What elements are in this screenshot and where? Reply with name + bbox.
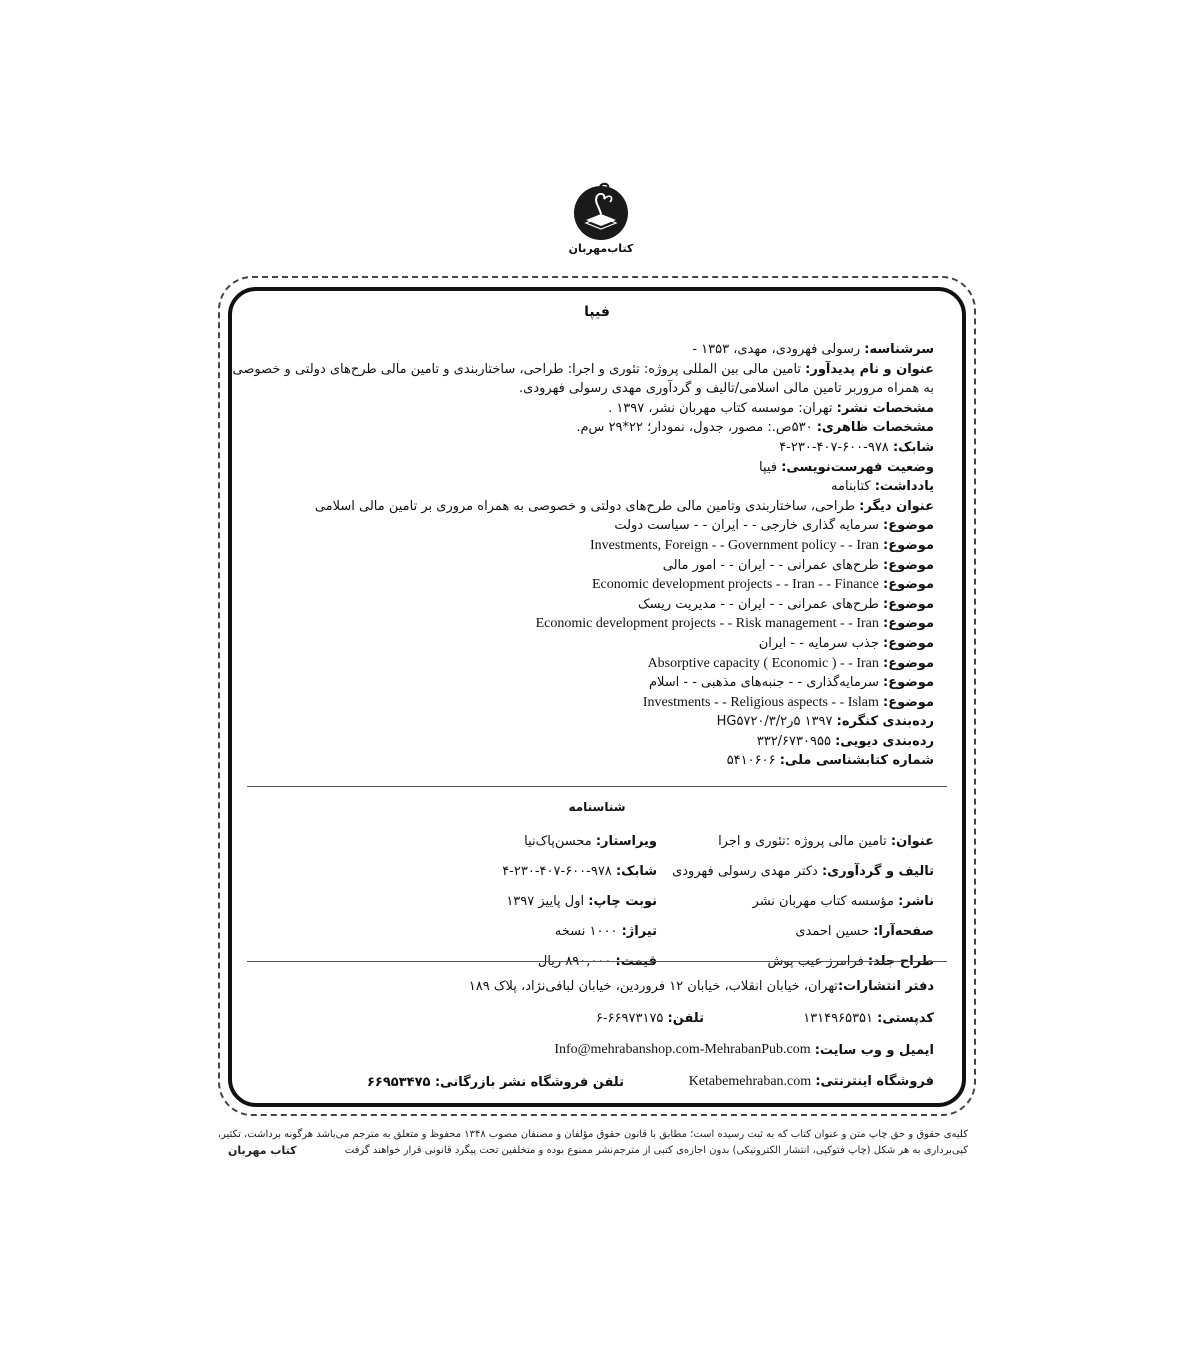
fipa-value: ۵۳۰ص.: مصور، جدول، نمودار؛ ۲۲*۲۹ س‌م. (576, 420, 817, 436)
fipa-label: موضوع: (883, 537, 934, 553)
identity-label: تالیف و گردآوری: (821, 863, 934, 879)
store-phone: تلفن فروشگاه نشر بازرگانی: ۶۶۹۵۳۴۷۵ (366, 1074, 624, 1090)
fipa-value: ۳۳۲/۶۷۳۰۹۵۵ (756, 733, 836, 749)
identity-value: ۸۹۰,۰۰۰ ریال (537, 953, 616, 969)
fipa-value: Investments, Foreign - - Government policy - - Iran (589, 537, 879, 553)
fipa-value: سرمایه‌گذاری - - جنبه‌های مذهبی - - اسلام (648, 675, 883, 691)
fipa-value: طراحی، ساختاربندی وتامین مالی طرح‌های دولتی و خصوصی به همراه مروری بر تامین مالی اسلامی (314, 498, 860, 514)
fipa-row (296, 654, 934, 674)
fipa-row (296, 751, 934, 771)
identity-row (380, 856, 934, 886)
identity-label: نوبت چاپ: (588, 893, 657, 909)
fipa-row (296, 595, 934, 615)
shenasname-title: شناسنامه (568, 800, 626, 814)
identity-label: قیمت: (615, 953, 657, 969)
fipa-label: رده‌بندی دیویی: (835, 733, 934, 749)
identity-label: ویراستار: (595, 833, 657, 849)
fipa-value: طرح‌های عمرانی - - ایران - - امور مالی (662, 557, 883, 573)
fipa-value: Economic development projects - - Risk management - - Iran (535, 616, 879, 632)
fipa-label: موضوع: (883, 635, 934, 651)
fipa-label: یادداشت: (874, 479, 934, 495)
fipa-row (296, 516, 934, 536)
copyright-line-2: کپی‌برداری به هر شکل (چاپ فتوکپی، انتشار الکترونیکی) بدون اجازه‌ی کتبی از مترجم‌نشر ممنوع بوده و متخلفین تحت پیگرد قانونی قرار خواهند گرفت (344, 1145, 968, 1156)
identity-label: صفحه‌آرا: (873, 923, 934, 939)
fipa-label: موضوع: (883, 694, 934, 710)
copyright-line-1: کلیه‌ی حقوق و حق چاپ متن و عنوان کتاب که به ثبت رسیده است؛ مطابق با قانون حقوق مؤلفان و مصنفان مصوب ۱۳۴۸ محفوظ و متعلق به مترجم می‌باشد هرگونه برداشت، تکثیر، (217, 1129, 968, 1140)
fipa-label: مشخصات ظاهری: (816, 420, 934, 436)
fipa-label: شماره کتابشناسی ملی: (779, 753, 934, 769)
identity-value: حسین احمدی (795, 923, 874, 939)
fipa-row (296, 693, 934, 713)
identity-value: محسن‌پاک‌نیا (524, 833, 596, 849)
identity-label: تیراژ: (621, 923, 657, 939)
fipa-catalog (232, 340, 934, 771)
fipa-label: رده‌بندی کنگره: (836, 714, 934, 730)
identity-field (380, 864, 657, 879)
online-store: فروشگاه اینترنتی: Ketabemehraban.com (688, 1074, 934, 1089)
fipa-label: عنوان و نام پدیدآور: (805, 361, 934, 377)
identity-value: تامین مالی پروژه :تئوری و اجرا (718, 833, 891, 849)
fipa-value: ۵۴۱۰۶۰۶ (726, 753, 780, 769)
fipa-value: Economic development projects - - Iran - - Finance (591, 577, 879, 593)
copyright-footer (217, 1127, 968, 1159)
identity-value: ۱۰۰۰ نسخه (554, 923, 622, 939)
logo-text: کتاب‌مهربان (568, 242, 634, 255)
fipa-value: ۱۳۹۷ ۵ر۳/۲/HG۵۷۲۰ (716, 714, 837, 730)
fipa-row (296, 497, 934, 517)
email-website: ایمیل و وب سایت: Info@mehrabanshop.com-MehrabanPub.com (554, 1042, 934, 1058)
identity-value: مؤسسه کتاب مهربان نشر (752, 893, 899, 909)
identity-label: عنوان: (890, 833, 934, 849)
fipa-label: موضوع: (883, 675, 934, 691)
fipa-row (296, 712, 934, 732)
fipa-label: شابک: (892, 439, 934, 455)
postal-phone-row (296, 1002, 934, 1034)
fipa-row (296, 340, 934, 360)
fipa-row (296, 634, 934, 654)
identity-row (380, 826, 934, 856)
fipa-row (232, 360, 934, 380)
identity-value: فرامرز عیب پوش (767, 953, 868, 969)
fipa-label: عنوان دیگر: (859, 498, 934, 514)
fipa-value: طرح‌های عمرانی - - ایران - - مدیریت ریسک (637, 596, 883, 612)
fipa-row (296, 575, 934, 595)
store-link[interactable]: Ketabemehraban.com (688, 1074, 812, 1089)
fipa-value: ۹۷۸-۶۰۰-۴۰۷-۲۳۰-۴ (779, 439, 893, 455)
book-emblem-icon (570, 180, 632, 242)
identity-value: دکتر مهدی رسولی فهرودی (672, 863, 822, 879)
divider (247, 961, 947, 962)
identity-field (380, 894, 657, 909)
fipa-label: موضوع: (883, 557, 934, 573)
fipa-value: Investments - - Religious aspects - - Islam (642, 694, 879, 710)
fipa-label: موضوع: (883, 577, 934, 593)
website-link[interactable]: Info@mehrabanshop.com-MehrabanPub.com (554, 1042, 811, 1057)
contact-info (296, 970, 934, 1098)
fipa-row (296, 673, 934, 693)
fipa-value: فیپا (759, 459, 782, 475)
identity-field (657, 924, 934, 939)
fipa-label: مشخصات نشر: (836, 400, 934, 416)
fipa-value: کتابنامه (831, 479, 875, 495)
fipa-row (296, 556, 934, 576)
phone: تلفن: ۶۶۹۷۳۱۷۵-۶ (595, 1010, 704, 1026)
fipa-row (296, 458, 934, 478)
identity-row (380, 886, 934, 916)
fipa-row (296, 399, 934, 419)
fipa-value: به همراه مروربر تامین مالی اسلامی/تالیف و گردآوری مهدی رسولی فهرودی. (519, 381, 934, 397)
fipa-value: سرمایه گذاری خارجی - - ایران - - سیاست دولت (614, 518, 883, 534)
fipa-row (296, 536, 934, 556)
fipa-label: موضوع: (883, 596, 934, 612)
book-identity (380, 826, 934, 976)
fipa-value: تهران: موسسه کتاب مهربان نشر، ۱۳۹۷ . (608, 400, 837, 416)
fipa-row (296, 614, 934, 634)
fipa-label: موضوع: (883, 518, 934, 534)
fipa-label: وضعیت فهرست‌نویسی: (781, 459, 934, 475)
identity-field (657, 894, 934, 909)
office-address: دفتر انتشارات: تهران، خیابان انقلاب، خیابان ۱۲ فروردین، خیابان لبافی‌نژاد، پلاک ۱۸۹ (468, 978, 934, 994)
fipa-row (296, 379, 934, 399)
fipa-title: فیپا (584, 304, 610, 320)
footer-publisher: کتاب مهربان (228, 1144, 297, 1157)
fipa-label: موضوع: (883, 616, 934, 632)
identity-field (657, 834, 934, 849)
identity-value: اول پاییز ۱۳۹۷ (506, 893, 589, 909)
identity-label: شابک: (615, 863, 657, 879)
identity-field (380, 834, 657, 849)
publisher-logo (561, 180, 641, 270)
fipa-label: موضوع: (883, 655, 934, 671)
identity-value: ۹۷۸-۶۰۰-۴۰۷-۲۳۰-۴ (502, 863, 616, 879)
fipa-row (296, 438, 934, 458)
fipa-value: تامین مالی بین المللی پروژه: تئوری و اجرا: طراحی، ساختاربندی و تامین مالی طرح‌های دولتی و خصوصی (232, 361, 806, 377)
fipa-label: سرشناسه: (864, 342, 934, 357)
identity-field (380, 924, 657, 939)
fipa-row (296, 418, 934, 438)
fipa-row (296, 477, 934, 497)
store-row (296, 1066, 934, 1098)
identity-row (380, 916, 934, 946)
fipa-value: رسولی فهرودی، مهدی، ۱۳۵۳ - (692, 342, 865, 357)
fipa-value: جذب سرمایه - - ایران (758, 635, 883, 651)
identity-label: ناشر: (898, 893, 934, 909)
identity-label: طراح جلد: (867, 953, 934, 969)
divider (247, 786, 947, 787)
fipa-value: Absorptive capacity ( Economic ) - - Iran (647, 655, 879, 671)
postal-code: کدپستی: ۱۳۱۴۹۶۵۳۵۱ (803, 1010, 934, 1026)
identity-field (657, 864, 934, 879)
fipa-row (296, 732, 934, 752)
